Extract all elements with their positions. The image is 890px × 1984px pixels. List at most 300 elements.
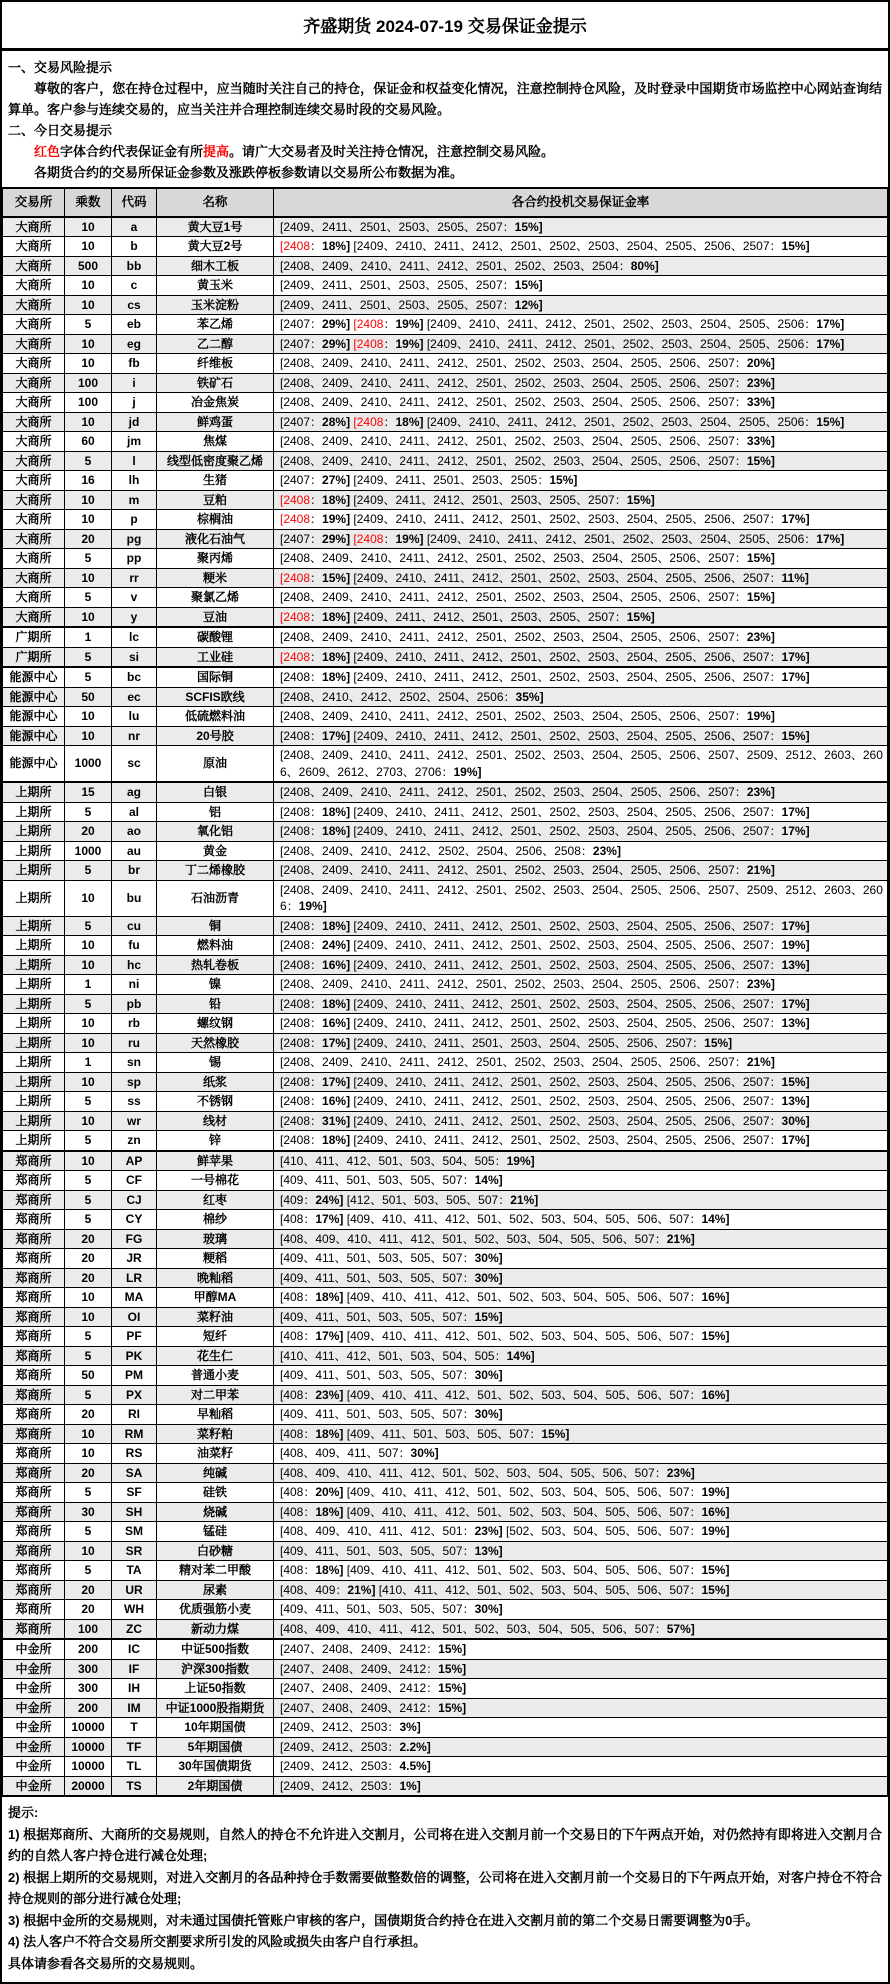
multiplier-cell: 10 (65, 1444, 112, 1464)
legend-mid-text: 字体合约代表保证金有所 (60, 144, 204, 159)
exchange-cell: 能源中心 (3, 687, 65, 707)
margin-segment: [2407：27%] (280, 473, 351, 487)
multiplier-cell: 10 (65, 880, 112, 916)
rates-cell (274, 588, 888, 608)
margin-segment: [2408：18%] (280, 918, 351, 933)
exchange-cell: 上期所 (3, 822, 65, 842)
name-cell: 国际铜 (157, 667, 274, 687)
margin-segment: [2409、2410、2411、2501、2503、2504、2505、2506、2507：15%] (353, 1035, 733, 1050)
name-cell: SCFIS欧线 (157, 687, 274, 707)
multiplier-cell: 100 (65, 1619, 112, 1639)
table-row (3, 1757, 888, 1777)
rates-cell (274, 1757, 888, 1777)
exchange-cell: 上期所 (3, 936, 65, 956)
margin-segment: [502、503、504、505、506、507：19%] (505, 1524, 730, 1538)
rates-cell (274, 1522, 888, 1542)
rates-cell (274, 1327, 888, 1347)
margin-segment: [2408、2409、2410、2411、2412、2501、2502、2503、2504、2505、2506、2507：23%] (280, 785, 775, 799)
table-row (3, 802, 888, 822)
rates-cell (274, 822, 888, 842)
exchange-cell: 上期所 (3, 861, 65, 881)
table-row (3, 726, 888, 746)
note-line: 2) 根据上期所的交易规则，对进入交割月的各品种持仓手数需要做整数倍的调整，公司将在进入交割月前一个交易日的下午两点开始，对客户持仓不符合持仓规则的部分进行减仓处理; (8, 1869, 882, 1906)
table-row (3, 1405, 888, 1425)
rates-cell (274, 707, 888, 727)
rates-cell (274, 1366, 888, 1386)
table-row (3, 916, 888, 936)
exchange-cell: 大商所 (3, 568, 65, 588)
table-row (3, 217, 888, 237)
multiplier-cell: 10 (65, 217, 112, 237)
rates-cell (274, 1639, 888, 1659)
margin-segment: [409、410、411、412、501、502、503、504、505、506、507：16%] (346, 1387, 730, 1402)
code-cell: cs (112, 295, 157, 315)
code-cell: bb (112, 256, 157, 276)
raised-margin-segment: [2408：15%] (280, 570, 351, 585)
exchange-cell: 大商所 (3, 529, 65, 549)
multiplier-cell: 100 (65, 373, 112, 393)
exchange-cell: 大商所 (3, 432, 65, 452)
name-cell: 燃料油 (157, 936, 274, 956)
rates-cell (274, 529, 888, 549)
name-cell: 玻璃 (157, 1229, 274, 1249)
margin-segment: [2409、2411、2501、2503、2505：15%] (353, 473, 578, 487)
margin-segment: [2408、2409、2410、2411、2412、2501、2502、2503、2504、2505、2506、2507：23%] (280, 977, 775, 991)
margin-segment: [409、411、501、503、505、507：15%] (280, 1309, 503, 1324)
code-cell: p (112, 510, 157, 530)
name-cell: 2年期国债 (157, 1776, 274, 1796)
name-cell: 碳酸锂 (157, 627, 274, 647)
multiplier-cell: 5 (65, 1346, 112, 1366)
rates-cell (274, 1737, 888, 1757)
rates-cell (274, 746, 888, 783)
exchange-cell: 能源中心 (3, 707, 65, 727)
exchange-cell: 上期所 (3, 1033, 65, 1053)
exchange-cell: 郑商所 (3, 1444, 65, 1464)
table-row (3, 1639, 888, 1659)
margin-segment: [409、411、501、503、505、507：30%] (280, 1270, 503, 1285)
notes-list (8, 1824, 882, 1975)
rates-cell (274, 1600, 888, 1620)
raised-margin-segment: [2408：18%] (280, 492, 351, 507)
table-row (3, 1268, 888, 1288)
code-cell: UR (112, 1580, 157, 1600)
rates-cell (274, 471, 888, 491)
rates-cell (274, 627, 888, 647)
code-cell: cu (112, 916, 157, 936)
exchange-cell: 大商所 (3, 315, 65, 335)
name-cell: 20号胶 (157, 726, 274, 746)
margin-segment: [2408、2409、2410、2411、2412、2501、2502、2503、2504、2505、2506、2507、2509、2512、2603、2606、2609、2612、2703、2706：19%] (280, 748, 883, 779)
table-body (3, 217, 888, 1796)
table-row (3, 955, 888, 975)
rates-cell (274, 1033, 888, 1053)
rates-cell (274, 1502, 888, 1522)
rates-cell (274, 1053, 888, 1073)
name-cell: 粳稻 (157, 1249, 274, 1269)
table-row (3, 1718, 888, 1738)
multiplier-cell: 10 (65, 955, 112, 975)
name-cell: 豆粕 (157, 490, 274, 510)
code-cell: fu (112, 936, 157, 956)
margin-segment: [2408、2409、2410、2411、2412、2501、2502、2503、2504、2505、2506、2507：23%] (280, 630, 775, 644)
name-cell: 菜籽粕 (157, 1424, 274, 1444)
exchange-cell: 郑商所 (3, 1288, 65, 1308)
exchange-cell: 郑商所 (3, 1502, 65, 1522)
multiplier-cell: 1 (65, 627, 112, 647)
notes-heading: 提示: (8, 1805, 39, 1820)
multiplier-cell: 200 (65, 1639, 112, 1659)
name-cell: 工业硅 (157, 647, 274, 667)
exchange-cell: 郑商所 (3, 1405, 65, 1425)
rates-cell (274, 782, 888, 802)
exchange-cell: 大商所 (3, 451, 65, 471)
margin-segment: [2409、2411、2501、2503、2505、2507：15%] (280, 278, 543, 292)
table-row (3, 432, 888, 452)
name-cell: 热轧卷板 (157, 955, 274, 975)
exchange-cell: 上期所 (3, 1131, 65, 1151)
table-row (3, 451, 888, 471)
multiplier-cell: 5 (65, 916, 112, 936)
name-cell: 黄大豆2号 (157, 237, 274, 257)
multiplier-cell: 10 (65, 1151, 112, 1171)
margin-segment: [2407、2408、2409、2412：15%] (280, 1700, 467, 1715)
multiplier-cell: 50 (65, 687, 112, 707)
exchange-cell: 大商所 (3, 256, 65, 276)
margin-segment: [2407：29%] (280, 531, 351, 546)
multiplier-cell: 20 (65, 1249, 112, 1269)
name-cell: 铁矿石 (157, 373, 274, 393)
margin-segment: [408：20%] (280, 1485, 344, 1499)
rates-cell (274, 276, 888, 296)
margin-segment: [2408：18%] (280, 670, 351, 684)
multiplier-cell: 20 (65, 1600, 112, 1620)
multiplier-cell: 10 (65, 412, 112, 432)
code-cell: RS (112, 1444, 157, 1464)
rates-cell (274, 955, 888, 975)
margin-segment: [409、410、411、412、501、502、503、504、505、506、507：19%] (346, 1485, 730, 1499)
rates-cell (274, 412, 888, 432)
code-cell: SR (112, 1541, 157, 1561)
name-cell: 中证500指数 (157, 1639, 274, 1659)
table-row (3, 1111, 888, 1131)
multiplier-cell: 1 (65, 1053, 112, 1073)
exchange-cell: 大商所 (3, 276, 65, 296)
table-row (3, 782, 888, 802)
exchange-cell: 郑商所 (3, 1151, 65, 1171)
multiplier-cell: 10 (65, 707, 112, 727)
code-cell: RM (112, 1424, 157, 1444)
red-word-tigao: 提高 (203, 144, 230, 159)
margin-segment: [409、410、411、412、501、502、503、504、505、506、507：16%] (346, 1290, 730, 1304)
exchange-cell: 大商所 (3, 588, 65, 608)
margin-segment: [2409、2412、2503：4.5%] (280, 1759, 431, 1773)
margin-segment: [2409、2410、2411、2412、2501、2502、2503、2504、2505、2506、2507：17%] (353, 649, 810, 664)
exchange-cell: 大商所 (3, 393, 65, 413)
name-cell: 菜籽油 (157, 1307, 274, 1327)
multiplier-cell: 20 (65, 1229, 112, 1249)
code-cell: rb (112, 1014, 157, 1034)
exchange-cell: 上期所 (3, 1072, 65, 1092)
rates-cell (274, 1385, 888, 1405)
rates-cell (274, 1210, 888, 1230)
name-cell: 锰硅 (157, 1522, 274, 1542)
code-cell: TL (112, 1757, 157, 1777)
note-line: 具体请参看各交易所的交易规则。 (8, 1955, 204, 1971)
margin-segment: [2409、2410、2411、2412、2501、2502、2503、2504、2505、2506：17%] (426, 317, 845, 331)
name-cell: 氧化铝 (157, 822, 274, 842)
margin-segment: [2408、2409、2410、2411、2412、2501、2502、2503、2504、2505、2506、2507：20%] (280, 356, 775, 370)
code-cell: wr (112, 1111, 157, 1131)
code-cell: b (112, 237, 157, 257)
exchange-cell: 郑商所 (3, 1483, 65, 1503)
margin-segment: [408：17%] (280, 1329, 344, 1343)
code-cell: WH (112, 1600, 157, 1620)
margin-segment: [2408：18%] (280, 1133, 351, 1147)
margin-segment: [2409、2410、2411、2412、2501、2502、2503、2504、2505、2506、2507：17%] (353, 804, 810, 819)
margin-segment: [2409、2411、2412、2501、2503、2505、2507：15%] (353, 609, 655, 624)
multiplier-cell: 10 (65, 276, 112, 296)
margin-segment: [2409、2411、2501、2503、2505、2507：15%] (280, 219, 543, 234)
code-cell: ru (112, 1033, 157, 1053)
margin-segment: [2408、2409、2410、2411、2412、2501、2502、2503、2504、2505、2506、2507、2509、2512、2603、2606：19%] (280, 882, 883, 913)
table-row (3, 1659, 888, 1679)
margin-segment: [2408：17%] (280, 1035, 351, 1050)
name-cell: 天然橡胶 (157, 1033, 274, 1053)
rates-cell (274, 880, 888, 916)
margin-segment: [2409、2412、2503：3%] (280, 1720, 421, 1734)
code-cell: sc (112, 746, 157, 783)
table-row (3, 1463, 888, 1483)
table-row (3, 1210, 888, 1230)
multiplier-cell: 1 (65, 975, 112, 995)
rates-cell (274, 1092, 888, 1112)
margin-segment: [2408、2409、2410、2411、2412、2501、2502、2503、2504、2505、2506、2507：33%] (280, 395, 775, 409)
multiplier-cell: 10 (65, 1111, 112, 1131)
table-row (3, 393, 888, 413)
code-cell: lc (112, 627, 157, 647)
exchange-cell: 中金所 (3, 1639, 65, 1659)
exchange-cell: 郑商所 (3, 1463, 65, 1483)
table-row (3, 1698, 888, 1718)
name-cell: 乙二醇 (157, 334, 274, 354)
table-row (3, 1327, 888, 1347)
rates-cell (274, 568, 888, 588)
code-cell: AP (112, 1151, 157, 1171)
rates-cell (274, 237, 888, 257)
note-line: 3) 根据中金所的交易规则，对未通过国债托管账户审核的客户，国债期货合约持仓在进入交割月前的第二个交易日需要调整为0手。 (8, 1912, 759, 1928)
name-cell: 对二甲苯 (157, 1385, 274, 1405)
margin-segment: [2408、2409、2410、2411、2412、2501、2502、2503、2504、2505、2506、2507：15%] (280, 453, 775, 468)
code-cell: si (112, 647, 157, 667)
name-cell: 棉纱 (157, 1210, 274, 1230)
raised-margin-segment: [2408：19%] (353, 531, 424, 546)
rates-cell (274, 1288, 888, 1308)
name-cell: 线型低密度聚乙烯 (157, 451, 274, 471)
page-title: 齐盛期货 2024-07-19 交易保证金提示 (2, 2, 888, 51)
table-row (3, 822, 888, 842)
exchange-cell: 大商所 (3, 490, 65, 510)
name-cell: 花生仁 (157, 1346, 274, 1366)
name-cell: 螺纹钢 (157, 1014, 274, 1034)
table-row (3, 861, 888, 881)
margin-segment: [410、411、412、501、503、504、505：19%] (280, 1153, 535, 1168)
rates-cell (274, 1190, 888, 1210)
exchange-cell: 中金所 (3, 1698, 65, 1718)
rates-cell (274, 1405, 888, 1425)
rates-cell (274, 1424, 888, 1444)
code-cell: eb (112, 315, 157, 335)
table-row (3, 354, 888, 374)
exchange-cell: 能源中心 (3, 746, 65, 783)
rates-cell (274, 373, 888, 393)
margin-segment: [408：18%] (280, 1504, 344, 1519)
multiplier-cell: 10 (65, 1072, 112, 1092)
table-row (3, 276, 888, 296)
exchange-cell: 郑商所 (3, 1580, 65, 1600)
margin-segment: [2408：24%] (280, 938, 351, 952)
table-row (3, 1541, 888, 1561)
name-cell: 硅铁 (157, 1483, 274, 1503)
raised-margin-segment: [2408：19%] (280, 512, 351, 526)
rates-cell (274, 975, 888, 995)
margin-segment: [2408、2409、2410、2411、2412、2501、2502、2503、2504、2505、2506、2507：19%] (280, 709, 775, 723)
code-cell: IM (112, 1698, 157, 1718)
exchange-cell: 郑商所 (3, 1268, 65, 1288)
multiplier-cell: 10 (65, 354, 112, 374)
table-row (3, 647, 888, 667)
margin-segment: [408：23%] (280, 1387, 344, 1402)
name-cell: 一号棉花 (157, 1171, 274, 1191)
name-cell: 优质强筋小麦 (157, 1600, 274, 1620)
margin-segment: [2407、2408、2409、2412：15%] (280, 1681, 467, 1695)
rates-cell (274, 1171, 888, 1191)
multiplier-cell: 20 (65, 529, 112, 549)
margin-segment: [409、411、501、503、505、507：30%] (280, 1602, 503, 1616)
margin-segment: [408：18%] (280, 1563, 344, 1577)
multiplier-cell: 5 (65, 1210, 112, 1230)
exchange-cell: 大商所 (3, 412, 65, 432)
exchange-cell: 郑商所 (3, 1366, 65, 1386)
margin-segment: [409、410、411、412、501、502、503、504、505、506、507：15%] (346, 1563, 730, 1577)
code-cell: lu (112, 707, 157, 727)
code-cell: al (112, 802, 157, 822)
table-row (3, 1072, 888, 1092)
multiplier-cell: 5 (65, 994, 112, 1014)
rates-cell (274, 687, 888, 707)
margin-segment: [2409、2410、2411、2412、2501、2502、2503、2504、2505、2506、2507：17%] (353, 670, 810, 684)
table-row (3, 1014, 888, 1034)
margin-segment: [2408、2409、2410、2411、2412、2501、2502、2503、2504、2505、2506、2507：21%] (280, 863, 775, 877)
code-cell: PK (112, 1346, 157, 1366)
rates-cell (274, 1580, 888, 1600)
name-cell: 冶金焦炭 (157, 393, 274, 413)
name-cell: 上证50指数 (157, 1679, 274, 1699)
margin-segment: [2408：31%] (280, 1113, 351, 1128)
table-row (3, 994, 888, 1014)
multiplier-cell: 5 (65, 1131, 112, 1151)
col-header-exchange: 交易所 (3, 188, 65, 217)
risk-section-heading: 一、交易风险提示 (8, 60, 113, 75)
margin-segment: [2409、2410、2411、2412、2501、2502、2503、2504、2505、2506、2507：15%] (353, 239, 810, 253)
table-row (3, 1776, 888, 1796)
margin-segment: [409、410、411、412、501、502、503、504、505、506、507：15%] (346, 1329, 730, 1343)
multiplier-cell: 20 (65, 822, 112, 842)
name-cell: 鲜鸡蛋 (157, 412, 274, 432)
exchange-cell: 郑商所 (3, 1249, 65, 1269)
table-row (3, 295, 888, 315)
exchange-cell: 大商所 (3, 510, 65, 530)
margin-segment: [409、411、501、503、505、507：14%] (280, 1173, 503, 1187)
table-row (3, 1522, 888, 1542)
rates-cell (274, 841, 888, 861)
col-header-name: 名称 (157, 188, 274, 217)
rates-cell (274, 1561, 888, 1581)
intro-section (2, 51, 888, 187)
table-row (3, 1483, 888, 1503)
rates-cell (274, 802, 888, 822)
exchange-cell: 郑商所 (3, 1600, 65, 1620)
rates-cell (274, 1268, 888, 1288)
multiplier-cell: 5 (65, 1483, 112, 1503)
exchange-cell: 能源中心 (3, 667, 65, 687)
code-cell: ec (112, 687, 157, 707)
code-cell: LR (112, 1268, 157, 1288)
name-cell: 棕榈油 (157, 510, 274, 530)
table-row (3, 1424, 888, 1444)
code-cell: PM (112, 1366, 157, 1386)
exchange-cell: 郑商所 (3, 1190, 65, 1210)
exchange-cell: 上期所 (3, 802, 65, 822)
code-cell: MA (112, 1288, 157, 1308)
margin-segment: [409、411、501、503、505、507：15%] (346, 1426, 570, 1441)
red-word-hongse: 红色 (34, 144, 61, 159)
exchange-cell: 郑商所 (3, 1210, 65, 1230)
legend-tail-text: 。请广大交易者及时关注持仓情况，注意控制交易风险。 (229, 144, 555, 159)
multiplier-cell: 10 (65, 607, 112, 627)
code-cell: v (112, 588, 157, 608)
margin-table (2, 187, 888, 1796)
table-row (3, 1366, 888, 1386)
exchange-cell: 广期所 (3, 647, 65, 667)
code-cell: T (112, 1718, 157, 1738)
code-cell: SA (112, 1463, 157, 1483)
margin-segment: [2409、2410、2411、2412、2501、2502、2503、2504、2505、2506：17%] (426, 336, 845, 351)
code-cell: bc (112, 667, 157, 687)
exchange-cell: 能源中心 (3, 726, 65, 746)
name-cell: 30年国债期货 (157, 1757, 274, 1777)
code-cell: zn (112, 1131, 157, 1151)
name-cell: 苯乙烯 (157, 315, 274, 335)
margin-segment: [2407、2408、2409、2412：15%] (280, 1661, 467, 1676)
name-cell: 烧碱 (157, 1502, 274, 1522)
code-cell: pg (112, 529, 157, 549)
col-header-multiplier: 乘数 (65, 188, 112, 217)
multiplier-cell: 10 (65, 490, 112, 510)
table-row (3, 334, 888, 354)
multiplier-cell: 60 (65, 432, 112, 452)
name-cell: 早籼稻 (157, 1405, 274, 1425)
margin-segment: [2409、2410、2411、2412、2501、2502、2503、2504、2505、2506、2507：11%] (353, 570, 809, 585)
margin-segment: [409：24%] (280, 1192, 344, 1207)
code-cell: a (112, 217, 157, 237)
col-header-rates: 各合约投机交易保证金率 (274, 188, 888, 217)
table-row (3, 1033, 888, 1053)
code-cell: IF (112, 1659, 157, 1679)
code-cell: hc (112, 955, 157, 975)
table-row (3, 1444, 888, 1464)
exchange-cell: 大商所 (3, 607, 65, 627)
